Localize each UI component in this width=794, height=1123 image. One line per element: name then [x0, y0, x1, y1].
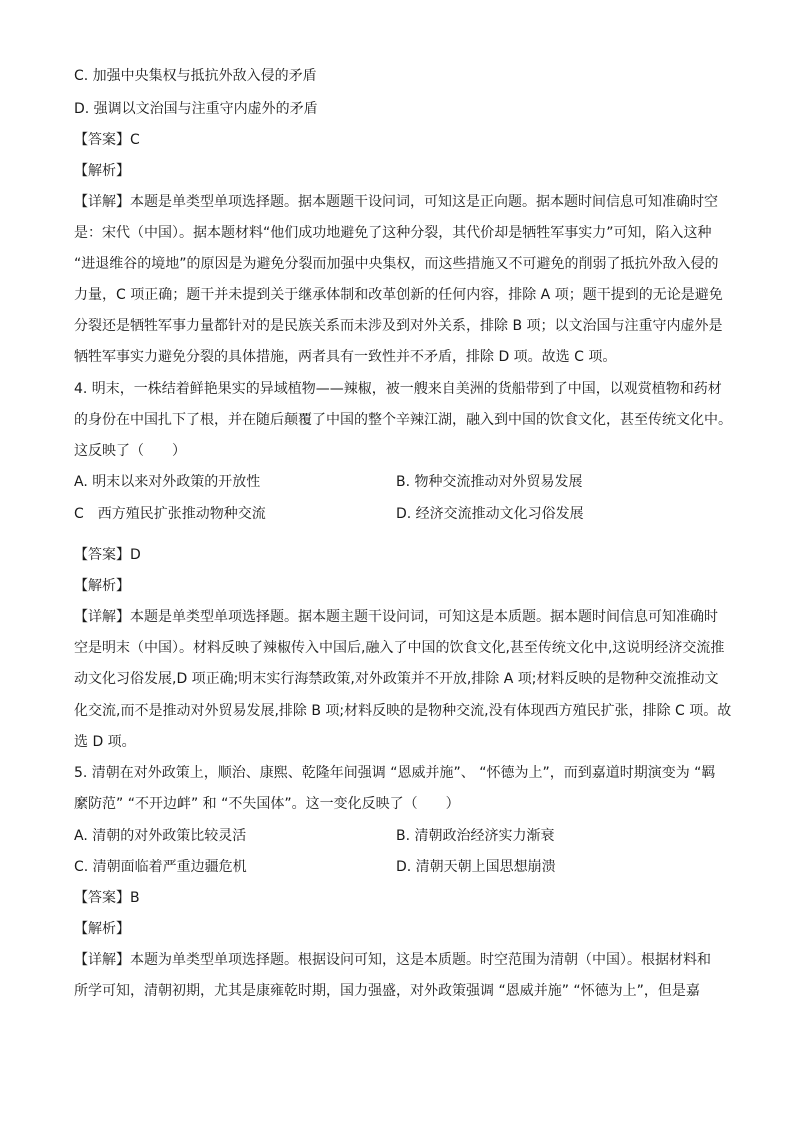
q4-detail-line: 【详解】本题是单类型单项选择题。据本题主题干设问词，可知这是本质题。据本题时间信息可知准确时: [74, 609, 718, 625]
q3-option-d: D. 强调以文治国与注重守内虚外的矛盾: [74, 101, 318, 117]
q4-detail-line: 空是明末（中国）。材料反映了辣椒传入中国后,融入了中国的饮食文化,甚至传统文化中,这说明经济交流推: [74, 640, 725, 656]
q4-analysis-tag: 【解析】: [74, 578, 130, 594]
q3-detail-line: 分裂还是牺牲军事力量都针对的是民族关系而未涉及到对外关系，排除 B 项；以文治国与注重守内虚外是: [74, 318, 723, 334]
q4-detail-line: 化交流,而不是推动对外贸易发展,排除 B 项;材料反映的是物种交流,没有体现西方殖民扩张，排除 C 项。故: [74, 703, 732, 719]
q4-option-d: D. 经济交流推动文化习俗发展: [396, 506, 584, 522]
q4-answer: 【答案】D: [74, 547, 141, 563]
q4-detail-line: 选 D 项。: [74, 734, 136, 750]
q5-detail-line: 【详解】本题为单类型单项选择题。根据设问可知，这是本质题。时空范围为清朝（中国）。根据材料和: [74, 952, 711, 968]
q5-answer: 【答案】B: [74, 890, 140, 906]
q4-stem-line: 的身份在中国扎下了根，并在随后颠覆了中国的整个辛辣江湖，融入到中国的饮食文化，甚至传统文化中。: [74, 412, 732, 428]
q4-option-c: C 西方殖民扩张推动物种交流: [74, 506, 266, 522]
q5-stem-line: 縻防范” “不开边衅” 和 “不失国体”。这一变化反映了（ ）: [74, 796, 460, 812]
q4-option-b: B. 物种交流推动对外贸易发展: [396, 474, 583, 490]
q3-answer: 【答案】C: [74, 132, 140, 148]
q5-option-b: B. 清朝政治经济实力渐衰: [396, 828, 555, 844]
q5-detail-line: 所学可知，清朝初期，尤其是康雍乾时期，国力强盛，对外政策强调 “恩威并施” “怀德为上”，但是嘉: [74, 983, 700, 999]
q3-detail-line: 牺牲军事实力避免分裂的具体措施，两者具有一致性并不矛盾，排除 D 项。故选 C 项。: [74, 349, 617, 365]
q5-option-d: D. 清朝天朝上国思想崩溃: [396, 859, 556, 875]
q3-option-c: C. 加强中央集权与抵抗外敌入侵的矛盾: [74, 68, 317, 84]
q5-option-c: C. 清朝面临着严重边疆危机: [74, 859, 247, 875]
q4-detail-line: 动文化习俗发展,D 项正确;明末实行海禁政策,对外政策并不开放,排除 A 项;材料反映的是物种交流推动文: [74, 671, 719, 687]
q3-detail-line: 【详解】本题是单类型单项选择题。据本题题干设问词，可知这是正向题。据本题时间信息可知准确时空: [74, 194, 718, 210]
q4-stem-line: 这反映了（ ）: [74, 443, 186, 459]
q5-option-a: A. 清朝的对外政策比较灵活: [74, 828, 247, 844]
q4-option-a: A. 明末以来对外政策的开放性: [74, 474, 261, 490]
q3-detail-line: 力量，C 项正确；题干并未提到关于继承体制和改革创新的任何内容，排除 A 项；题干提到的无论是避免: [74, 287, 723, 303]
q5-stem-line: 5. 清朝在对外政策上，顺治、康熙、乾隆年间强调 “恩威并施”、 “怀德为上”，而到嘉道时期演变为 “羁: [74, 765, 716, 781]
q3-detail-line: 是：宋代（中国）。据本题材料“他们成功地避免了这种分裂，其代价却是牺牲军事实力”可知，陷入这种: [74, 225, 712, 241]
q5-analysis-tag: 【解析】: [74, 921, 130, 937]
q3-detail-line: “进退维谷的境地”的原因是为避免分裂而加强中央集权，而这些措施又不可避免的削弱了抵抗外敌入侵的: [74, 256, 719, 272]
q4-stem-line: 4. 明末，一株结着鲜艳果实的异域植物——辣椒，被一艘来自美洲的货船带到了中国，以观赏植物和药材: [74, 381, 722, 397]
q3-analysis-tag: 【解析】: [74, 163, 130, 179]
